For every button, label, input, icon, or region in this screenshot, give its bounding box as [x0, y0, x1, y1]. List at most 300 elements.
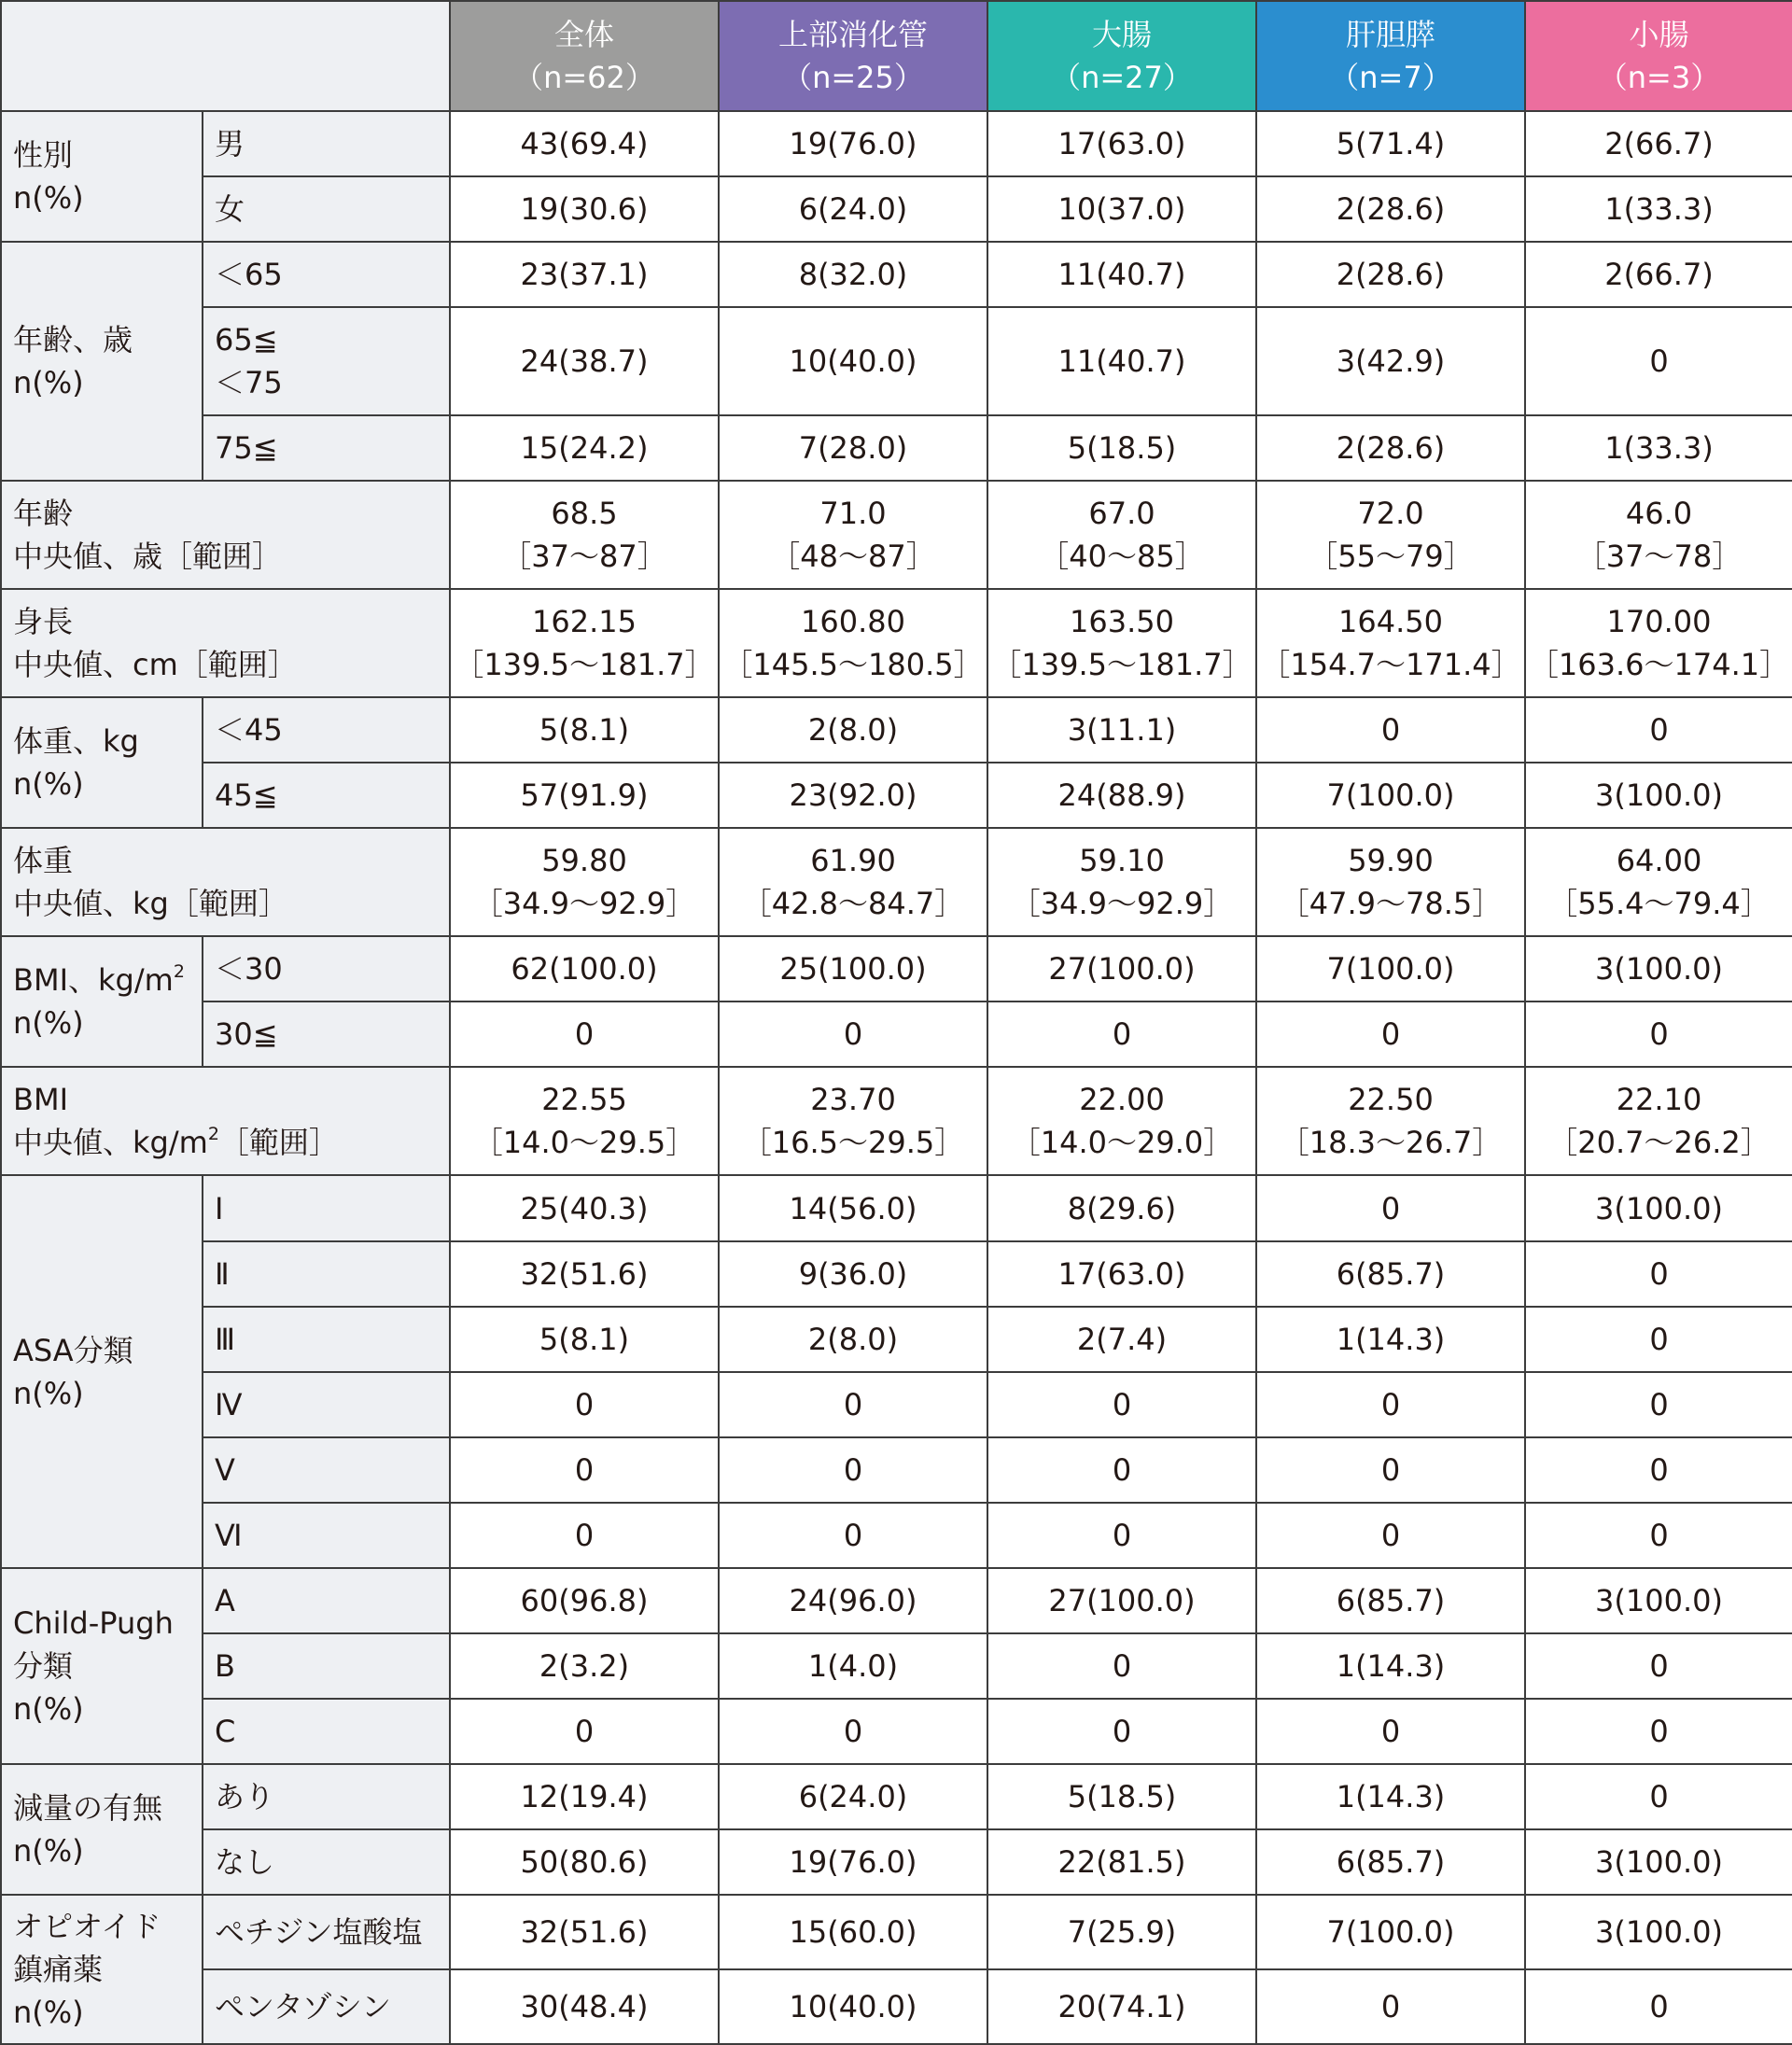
row-label	[203, 1437, 450, 1503]
value-cell: 15(24.2)	[450, 415, 719, 481]
section-label-line	[13, 1121, 449, 1164]
row-label	[203, 176, 450, 242]
header-group-colon	[987, 1, 1256, 111]
section-label-line: 体重	[13, 843, 74, 879]
value-cell: 17(63.0)	[987, 111, 1256, 176]
section-label	[1, 589, 450, 697]
row-label-line: ＜45	[215, 712, 283, 749]
value-cell: 11(40.7)	[987, 307, 1256, 415]
value-cell: 0	[1525, 1241, 1792, 1307]
row-label-line: Ⅲ	[215, 1321, 236, 1357]
table-row	[1, 1895, 1792, 1969]
value-cell: 27(100.0)	[987, 1568, 1256, 1633]
value-cell	[450, 481, 719, 589]
table-row	[1, 1067, 1792, 1175]
section-label-line: 中央値、歳［範囲］	[13, 539, 283, 575]
section-label	[1, 1175, 203, 1567]
header-row	[1, 1, 1792, 111]
section-label-line: n(%)	[13, 1994, 84, 2030]
range-value: ［34.9〜92.9］	[1010, 886, 1234, 922]
value-cell: 19(76.0)	[719, 1829, 987, 1895]
value-cell: 0	[1256, 1969, 1525, 2044]
header-group-small-intestine	[1525, 1, 1792, 111]
value-cell: 0	[1525, 1699, 1792, 1764]
value-cell: 22(81.5)	[987, 1829, 1256, 1895]
median-value: 23.70	[810, 1082, 896, 1118]
section-label-line: 身長	[13, 604, 74, 640]
table-row	[1, 1372, 1792, 1437]
value-cell: 0	[987, 1372, 1256, 1437]
section-label-line: n(%)	[13, 1832, 84, 1869]
median-value: 64.00	[1616, 843, 1702, 879]
row-label-line: なし	[215, 1843, 275, 1880]
table-row	[1, 697, 1792, 763]
value-cell	[1256, 1067, 1525, 1175]
value-cell	[987, 1067, 1256, 1175]
value-cell: 1(4.0)	[719, 1633, 987, 1699]
row-label	[203, 1895, 450, 1969]
range-value: ［40〜85］	[1039, 539, 1205, 575]
row-label-line: ＜65	[215, 257, 283, 293]
row-label-line: C	[215, 1713, 236, 1749]
value-cell: 30(48.4)	[450, 1969, 719, 2044]
value-cell: 8(29.6)	[987, 1175, 1256, 1240]
range-value: ［47.9〜78.5］	[1279, 886, 1503, 922]
value-cell: 7(25.9)	[987, 1895, 1256, 1969]
value-cell: 1(33.3)	[1525, 176, 1792, 242]
value-cell: 0	[1256, 697, 1525, 763]
section-label	[1, 242, 203, 481]
value-cell: 5(8.1)	[450, 697, 719, 763]
group-n: （n=3）	[1597, 60, 1721, 95]
value-cell: 0	[1525, 1372, 1792, 1437]
superscript-2: 2	[173, 961, 185, 983]
range-value: ［55〜79］	[1308, 539, 1474, 575]
range-value: ［139.5〜181.7］	[991, 647, 1253, 683]
value-cell: 0	[1256, 1437, 1525, 1503]
median-value: 22.10	[1616, 1082, 1702, 1118]
value-cell: 15(60.0)	[719, 1895, 987, 1969]
section-label-line: 減量の有無	[13, 1789, 163, 1826]
range-value: ［14.0〜29.5］	[472, 1125, 696, 1161]
value-cell	[987, 589, 1256, 697]
table-row	[1, 1829, 1792, 1895]
section-label	[1, 1764, 203, 1895]
row-label-line: 45≦	[215, 777, 278, 814]
value-cell: 0	[450, 1001, 719, 1067]
value-cell: 23(37.1)	[450, 242, 719, 307]
value-cell: 0	[1525, 1503, 1792, 1568]
row-label-line: 男	[215, 126, 245, 162]
median-value: 59.90	[1348, 843, 1434, 879]
row-label-line: 75≦	[215, 430, 278, 467]
row-label-line: 女	[215, 191, 245, 228]
value-cell: 5(71.4)	[1256, 111, 1525, 176]
value-cell: 11(40.7)	[987, 242, 1256, 307]
row-label-line: 30≦	[215, 1016, 278, 1053]
value-cell: 0	[1256, 1175, 1525, 1240]
table-body	[1, 111, 1792, 2044]
section-label	[1, 481, 450, 589]
table-row	[1, 763, 1792, 828]
value-cell: 6(85.7)	[1256, 1829, 1525, 1895]
table-row	[1, 415, 1792, 481]
section-label-text: 中央値、kg/m	[13, 1125, 208, 1161]
section-label-line: n(%)	[13, 180, 84, 217]
value-cell: 0	[1525, 1969, 1792, 2044]
value-cell: 10(40.0)	[719, 1969, 987, 2044]
value-cell: 0	[719, 1503, 987, 1568]
row-label	[203, 1372, 450, 1437]
header-group-upper-gi	[719, 1, 987, 111]
value-cell: 12(19.4)	[450, 1764, 719, 1829]
table-row	[1, 1175, 1792, 1240]
value-cell	[987, 481, 1256, 589]
value-cell: 24(96.0)	[719, 1568, 987, 1633]
section-label	[1, 1568, 203, 1764]
value-cell: 10(37.0)	[987, 176, 1256, 242]
median-value: 59.80	[541, 843, 627, 879]
section-label-line: 分類	[13, 1647, 74, 1684]
group-name: 大腸	[1091, 17, 1152, 52]
section-label-line: Child-Pugh	[13, 1604, 174, 1641]
range-value: ［42.8〜84.7］	[741, 886, 965, 922]
section-label-line: 鎮痛薬	[13, 1951, 104, 1987]
row-label-line: あり	[215, 1778, 275, 1814]
value-cell: 8(32.0)	[719, 242, 987, 307]
value-cell: 0	[1256, 1503, 1525, 1568]
value-cell: 62(100.0)	[450, 936, 719, 1001]
value-cell: 2(66.7)	[1525, 111, 1792, 176]
value-cell: 7(100.0)	[1256, 936, 1525, 1001]
header-corner	[1, 1, 450, 111]
value-cell: 17(63.0)	[987, 1241, 1256, 1307]
value-cell: 3(100.0)	[1525, 763, 1792, 828]
value-cell: 50(80.6)	[450, 1829, 719, 1895]
group-name: 上部消化管	[777, 17, 928, 52]
value-cell	[719, 828, 987, 936]
section-label-line: n(%)	[13, 1375, 84, 1411]
value-cell: 3(100.0)	[1525, 1829, 1792, 1895]
row-label-line: 65≦	[215, 322, 278, 358]
value-cell: 24(88.9)	[987, 763, 1256, 828]
value-cell	[1525, 828, 1792, 936]
median-value: 22.50	[1348, 1082, 1434, 1118]
section-label	[1, 697, 203, 828]
section-label-line: 中央値、cm［範囲］	[13, 647, 298, 683]
group-name: 小腸	[1629, 17, 1689, 52]
row-label-line: ＜30	[215, 951, 283, 987]
range-value: ［18.3〜26.7］	[1279, 1125, 1503, 1161]
table-row	[1, 176, 1792, 242]
table-row	[1, 828, 1792, 936]
row-label	[203, 1699, 450, 1764]
value-cell: 20(74.1)	[987, 1969, 1256, 2044]
section-label-line: n(%)	[13, 365, 84, 401]
table-row	[1, 589, 1792, 697]
value-cell: 9(36.0)	[719, 1241, 987, 1307]
row-label	[203, 242, 450, 307]
value-cell: 2(8.0)	[719, 1307, 987, 1372]
range-value: ［154.7〜171.4］	[1260, 647, 1521, 683]
superscript-2: 2	[207, 1124, 219, 1145]
median-value: 68.5	[551, 496, 618, 532]
range-value: ［34.9〜92.9］	[472, 886, 696, 922]
value-cell: 3(42.9)	[1256, 307, 1525, 415]
value-cell: 2(66.7)	[1525, 242, 1792, 307]
row-label	[203, 111, 450, 176]
section-label-line: n(%)	[13, 1690, 84, 1727]
group-n: （n=7）	[1329, 60, 1452, 95]
group-n: （n=27）	[1051, 60, 1193, 95]
value-cell: 24(38.7)	[450, 307, 719, 415]
value-cell: 1(33.3)	[1525, 415, 1792, 481]
median-value: 72.0	[1357, 496, 1424, 532]
value-cell: 0	[1256, 1001, 1525, 1067]
table-row	[1, 1568, 1792, 1633]
value-cell: 0	[987, 1001, 1256, 1067]
value-cell: 0	[1525, 1307, 1792, 1372]
section-label-line: 体重、kg	[13, 723, 139, 760]
row-label-line: Ⅴ	[215, 1451, 235, 1488]
table-row	[1, 307, 1792, 415]
value-cell: 2(28.6)	[1256, 176, 1525, 242]
section-label-line: ASA分類	[13, 1332, 133, 1368]
value-cell: 3(100.0)	[1525, 936, 1792, 1001]
value-cell	[719, 1067, 987, 1175]
value-cell: 32(51.6)	[450, 1241, 719, 1307]
table-row	[1, 1001, 1792, 1067]
median-value: 71.0	[819, 496, 887, 532]
value-cell: 0	[450, 1372, 719, 1437]
median-value: 163.50	[1070, 604, 1174, 640]
value-cell: 0	[1525, 697, 1792, 763]
row-label	[203, 1568, 450, 1633]
row-label	[203, 1503, 450, 1568]
value-cell: 3(100.0)	[1525, 1895, 1792, 1969]
value-cell: 10(40.0)	[719, 307, 987, 415]
value-cell: 5(18.5)	[987, 1764, 1256, 1829]
header-group-hbp	[1256, 1, 1525, 111]
value-cell: 7(28.0)	[719, 415, 987, 481]
median-value: 61.90	[810, 843, 896, 879]
value-cell: 1(14.3)	[1256, 1307, 1525, 1372]
median-value: 170.00	[1606, 604, 1712, 640]
group-name: 全体	[553, 17, 614, 52]
range-value: ［55.4〜79.4］	[1547, 886, 1771, 922]
section-label	[1, 1895, 203, 2044]
value-cell	[719, 481, 987, 589]
median-value: 160.80	[801, 604, 905, 640]
section-label-line: n(%)	[13, 766, 84, 803]
value-cell	[1525, 481, 1792, 589]
section-label-line: 年齢、歳	[13, 322, 133, 358]
value-cell: 27(100.0)	[987, 936, 1256, 1001]
table-row	[1, 111, 1792, 176]
value-cell: 2(7.4)	[987, 1307, 1256, 1372]
section-label-line: 性別	[13, 137, 74, 174]
value-cell: 0	[719, 1372, 987, 1437]
row-label	[203, 697, 450, 763]
value-cell: 7(100.0)	[1256, 763, 1525, 828]
row-label	[203, 1764, 450, 1829]
value-cell: 7(100.0)	[1256, 1895, 1525, 1969]
median-value: 59.10	[1079, 843, 1165, 879]
value-cell: 3(100.0)	[1525, 1175, 1792, 1240]
row-label-line: Ⅳ	[215, 1386, 243, 1422]
value-cell: 0	[987, 1437, 1256, 1503]
row-label-line: B	[215, 1647, 235, 1684]
table-row	[1, 936, 1792, 1001]
table-row	[1, 1307, 1792, 1372]
value-cell: 0	[1256, 1372, 1525, 1437]
value-cell: 0	[719, 1001, 987, 1067]
table-row	[1, 481, 1792, 589]
range-value: ［139.5〜181.7］	[454, 647, 715, 683]
value-cell: 14(56.0)	[719, 1175, 987, 1240]
value-cell: 0	[987, 1633, 1256, 1699]
value-cell: 0	[1256, 1699, 1525, 1764]
range-value: ［145.5〜180.5］	[722, 647, 984, 683]
section-label-line: 中央値、kg［範囲］	[13, 886, 288, 922]
value-cell	[450, 1067, 719, 1175]
value-cell: 25(100.0)	[719, 936, 987, 1001]
value-cell: 6(85.7)	[1256, 1241, 1525, 1307]
value-cell: 2(3.2)	[450, 1633, 719, 1699]
value-cell: 0	[450, 1503, 719, 1568]
value-cell: 23(92.0)	[719, 763, 987, 828]
value-cell	[1525, 589, 1792, 697]
table-row	[1, 1633, 1792, 1699]
value-cell: 6(24.0)	[719, 176, 987, 242]
value-cell: 0	[987, 1503, 1256, 1568]
value-cell: 0	[1525, 1001, 1792, 1067]
row-label	[203, 307, 450, 415]
median-value: 162.15	[532, 604, 637, 640]
range-value: ［16.5〜29.5］	[741, 1125, 965, 1161]
value-cell: 3(100.0)	[1525, 1568, 1792, 1633]
row-label-line: Ⅱ	[215, 1255, 230, 1292]
value-cell: 1(14.3)	[1256, 1764, 1525, 1829]
section-label-text: BMI、kg/m	[13, 962, 174, 999]
value-cell: 0	[719, 1699, 987, 1764]
row-label	[203, 1241, 450, 1307]
section-label-line	[13, 959, 202, 1001]
header-group-all	[450, 1, 719, 111]
value-cell: 19(30.6)	[450, 176, 719, 242]
section-label	[1, 936, 203, 1067]
table-row	[1, 242, 1792, 307]
value-cell: 60(96.8)	[450, 1568, 719, 1633]
row-label-line: A	[215, 1582, 235, 1618]
row-label-line: Ⅰ	[215, 1190, 224, 1226]
range-value: ［37〜78］	[1575, 539, 1743, 575]
range-value: ［37〜87］	[501, 539, 667, 575]
row-label-line: ＜75	[215, 365, 283, 401]
value-cell: 1(14.3)	[1256, 1633, 1525, 1699]
section-label-line: n(%)	[13, 1005, 84, 1042]
value-cell: 2(28.6)	[1256, 415, 1525, 481]
value-cell: 3(11.1)	[987, 697, 1256, 763]
value-cell	[719, 589, 987, 697]
value-cell: 25(40.3)	[450, 1175, 719, 1240]
value-cell	[1256, 589, 1525, 697]
group-n: （n=62）	[513, 60, 655, 95]
value-cell: 0	[1525, 307, 1792, 415]
value-cell: 19(76.0)	[719, 111, 987, 176]
value-cell: 0	[987, 1699, 1256, 1764]
median-value: 67.0	[1088, 496, 1155, 532]
value-cell: 0	[450, 1437, 719, 1503]
row-label-line: Ⅵ	[215, 1517, 243, 1553]
table-row	[1, 1969, 1792, 2044]
table-row	[1, 1437, 1792, 1503]
section-label-line: オピオイド	[13, 1908, 161, 1944]
value-cell	[1525, 1067, 1792, 1175]
table-row	[1, 1241, 1792, 1307]
median-value: 46.0	[1625, 496, 1693, 532]
median-value: 22.55	[541, 1082, 627, 1118]
row-label	[203, 763, 450, 828]
median-value: 164.50	[1338, 604, 1443, 640]
value-cell: 2(28.6)	[1256, 242, 1525, 307]
value-cell	[450, 589, 719, 697]
row-label	[203, 1175, 450, 1240]
row-label-line: ペンタゾシン	[215, 1988, 391, 2024]
table-row	[1, 1503, 1792, 1568]
value-cell: 5(8.1)	[450, 1307, 719, 1372]
row-label-line: ペチジン塩酸塩	[215, 1913, 423, 1950]
value-cell: 0	[719, 1437, 987, 1503]
value-cell	[1256, 481, 1525, 589]
group-name: 肝胆膵	[1345, 17, 1435, 52]
range-value: ［14.0〜29.0］	[1010, 1125, 1234, 1161]
range-value: ［20.7〜26.2］	[1547, 1125, 1771, 1161]
value-cell: 43(69.4)	[450, 111, 719, 176]
section-label	[1, 1067, 450, 1175]
value-cell: 6(24.0)	[719, 1764, 987, 1829]
row-label	[203, 1633, 450, 1699]
table-row	[1, 1764, 1792, 1829]
value-cell	[450, 828, 719, 936]
section-label-text: ［範囲］	[218, 1125, 339, 1161]
value-cell: 32(51.6)	[450, 1895, 719, 1969]
group-n: （n=25）	[782, 60, 924, 95]
section-label-line: BMI	[13, 1082, 68, 1118]
row-label	[203, 936, 450, 1001]
row-label	[203, 415, 450, 481]
row-label	[203, 1969, 450, 2044]
value-cell: 57(91.9)	[450, 763, 719, 828]
range-value: ［48〜87］	[770, 539, 936, 575]
value-cell	[987, 828, 1256, 936]
value-cell	[1256, 828, 1525, 936]
value-cell: 6(85.7)	[1256, 1568, 1525, 1633]
value-cell: 5(18.5)	[987, 415, 1256, 481]
value-cell: 0	[1525, 1764, 1792, 1829]
value-cell: 0	[450, 1699, 719, 1764]
section-label	[1, 828, 450, 936]
value-cell: 0	[1525, 1437, 1792, 1503]
row-label	[203, 1001, 450, 1067]
value-cell: 2(8.0)	[719, 697, 987, 763]
section-label	[1, 111, 203, 242]
table-row	[1, 1699, 1792, 1764]
range-value: ［163.6〜174.1］	[1528, 647, 1790, 683]
row-label	[203, 1307, 450, 1372]
median-value: 22.00	[1079, 1082, 1165, 1118]
section-label-line: 年齢	[13, 496, 74, 532]
